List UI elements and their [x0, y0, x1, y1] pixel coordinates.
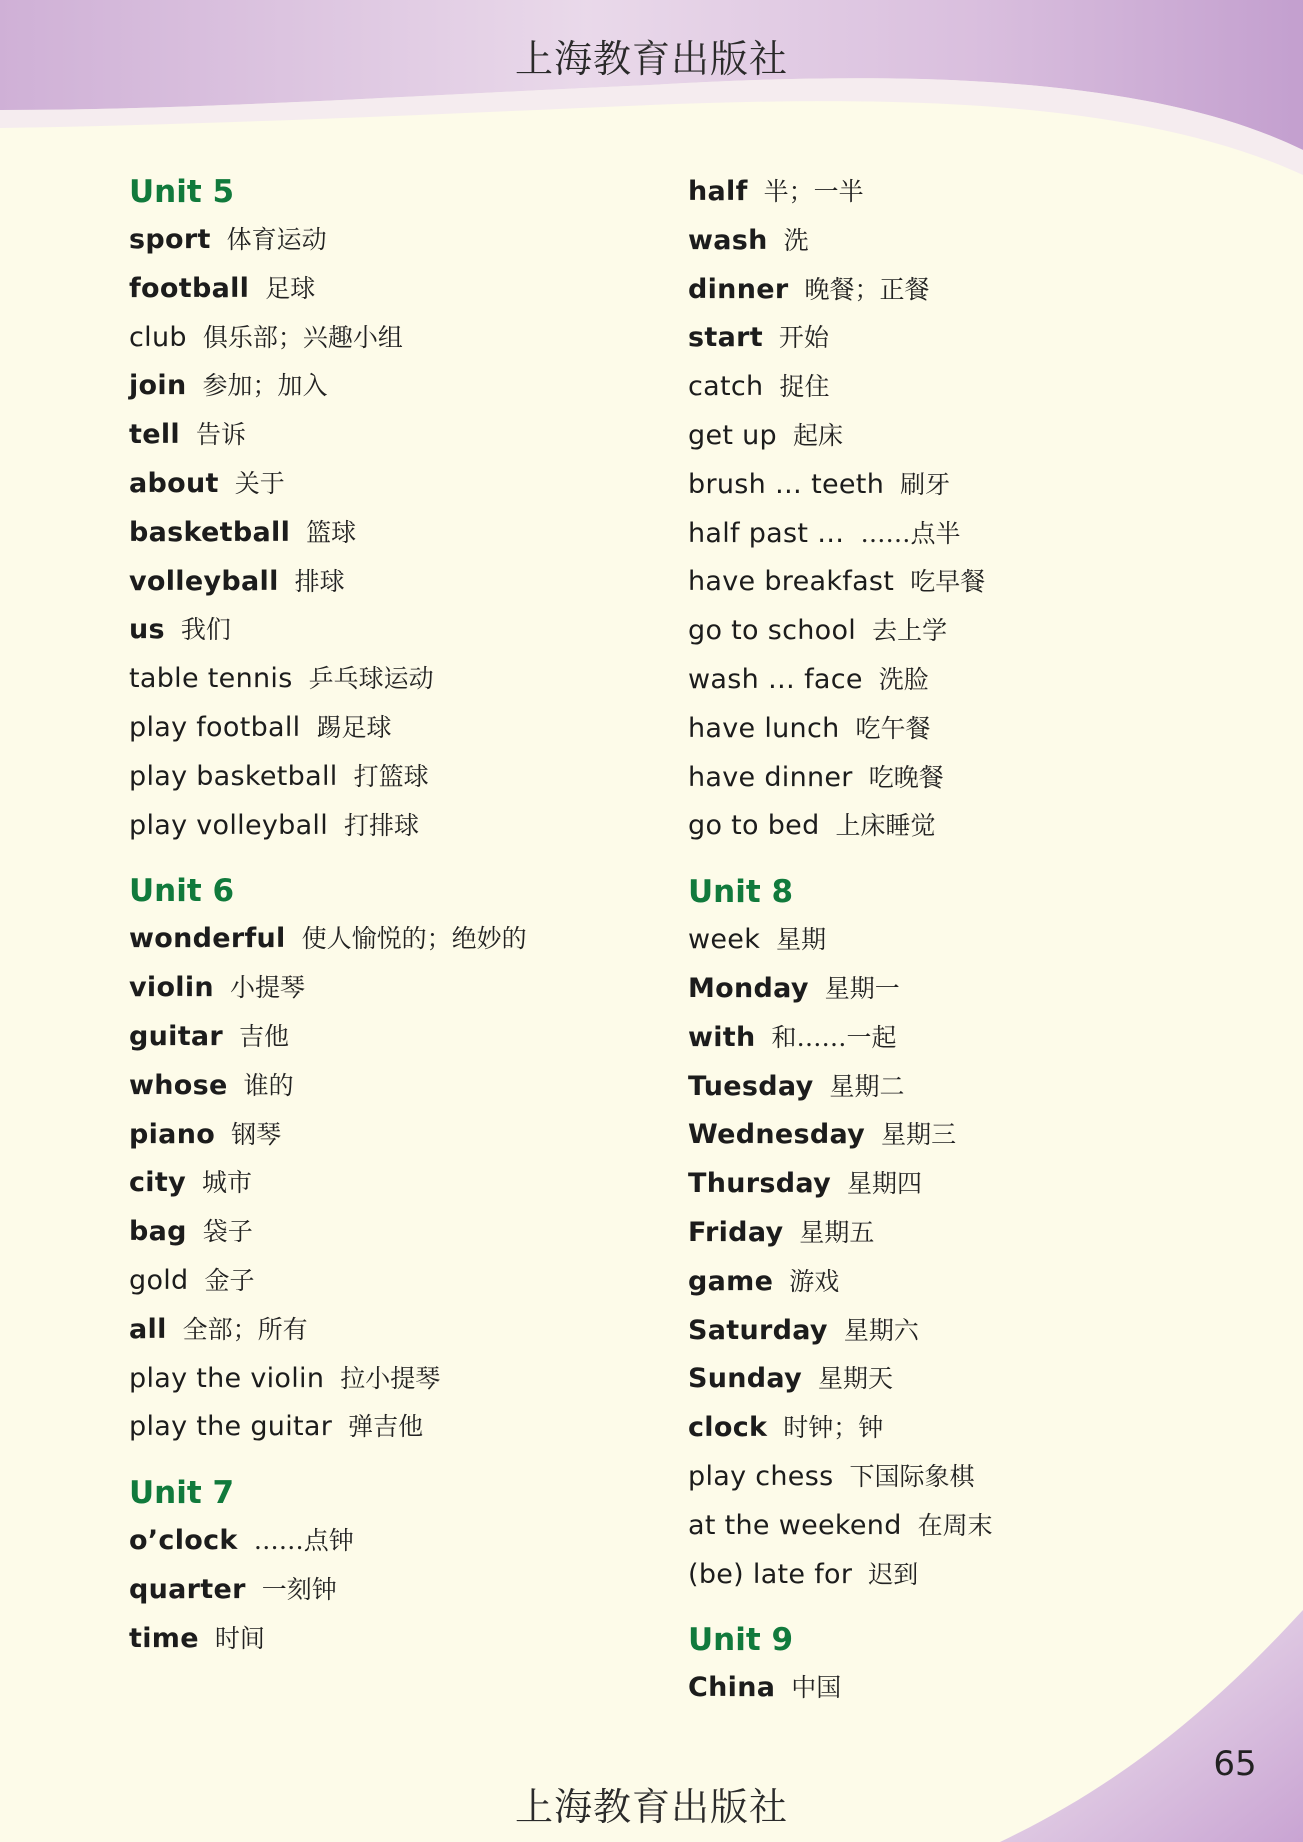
unit-heading: Unit 7: [129, 1475, 235, 1512]
vocabulary-entry: [129, 915, 669, 964]
vocabulary-entry: [129, 1306, 669, 1355]
chinese-meaning: 下国际象棋: [849, 1461, 975, 1491]
chinese-meaning: 使人愉悦的；绝妙的: [301, 924, 527, 954]
vocabulary-entry: [688, 1355, 1248, 1404]
vocabulary-entry: [129, 1013, 669, 1062]
chinese-meaning: 拉小提琴: [340, 1363, 441, 1393]
unit-group: [688, 1616, 1248, 1713]
chinese-meaning: 踢足球: [316, 712, 392, 742]
chinese-meaning: 篮球: [306, 517, 357, 547]
chinese-meaning: 吃晚餐: [868, 762, 944, 792]
chinese-meaning: 星期四: [846, 1169, 922, 1199]
vocabulary-entry: [688, 1111, 1248, 1160]
vocabulary-entry: [129, 314, 669, 363]
english-word: bag: [129, 1216, 187, 1248]
unit-group: [129, 1469, 669, 1663]
chinese-meaning: 吉他: [239, 1021, 290, 1051]
unit-group: [129, 168, 669, 850]
english-word: Monday: [688, 972, 809, 1004]
vocabulary-entry: [129, 1257, 669, 1306]
vocabulary-entry: [129, 1159, 669, 1208]
english-word: basketball: [129, 516, 291, 548]
vocabulary-entry: [129, 509, 669, 558]
unit-heading: Unit 6: [129, 873, 235, 910]
english-word: week: [688, 924, 761, 956]
english-word: club: [129, 321, 187, 353]
chinese-meaning: ……点半: [860, 518, 961, 548]
chinese-meaning: 打篮球: [353, 761, 429, 791]
vocabulary-entry: [688, 656, 1248, 705]
english-word: time: [129, 1622, 199, 1654]
vocabulary-entry: [129, 1517, 669, 1566]
english-word: wash: [688, 224, 768, 256]
english-word: city: [129, 1167, 186, 1199]
vocabulary-entry: [688, 965, 1248, 1014]
chinese-meaning: 星期天: [818, 1364, 894, 1394]
english-word: table tennis: [129, 663, 293, 695]
vocabulary-entry: [129, 558, 669, 607]
vocabulary-entry: [688, 1404, 1248, 1453]
vocabulary-entry: [688, 168, 1248, 217]
english-word: football: [129, 272, 250, 304]
unit-heading: Unit 5: [129, 174, 235, 210]
vocabulary-entry: [688, 916, 1248, 965]
vocabulary-entry: [129, 411, 669, 460]
english-word: piano: [129, 1118, 216, 1150]
vocabulary-entry: [129, 1062, 669, 1111]
chinese-meaning: 星期三: [881, 1120, 957, 1150]
english-word: go to school: [688, 615, 857, 647]
english-word: play football: [129, 711, 301, 743]
chinese-meaning: ……点钟: [253, 1526, 354, 1556]
chinese-meaning: 中国: [791, 1673, 842, 1703]
chinese-meaning: 排球: [294, 566, 345, 596]
english-word: half past …: [688, 517, 845, 549]
vocabulary-entry: [129, 1355, 669, 1404]
english-word: o’clock: [129, 1525, 238, 1557]
english-word: clock: [688, 1412, 768, 1444]
chinese-meaning: 谁的: [243, 1070, 294, 1100]
vocabulary-entry: [688, 1209, 1248, 1258]
vocabulary-entry: [129, 1403, 669, 1452]
vocabulary-entry: [688, 363, 1248, 412]
english-word: play basketball: [129, 760, 338, 792]
vocabulary-entry: [129, 606, 669, 655]
vocabulary-entry: [688, 705, 1248, 754]
english-word: gold: [129, 1264, 189, 1296]
chinese-meaning: 星期六: [843, 1315, 919, 1345]
chinese-meaning: 弹吉他: [348, 1412, 424, 1442]
english-word: half: [688, 176, 748, 207]
chinese-meaning: 一刻钟: [261, 1574, 337, 1604]
vocabulary-entry: [688, 217, 1248, 266]
english-word: go to bed: [688, 810, 820, 842]
chinese-meaning: 小提琴: [229, 973, 305, 1003]
publisher-header: 上海教育出版社: [514, 37, 788, 81]
chinese-meaning: 打排球: [344, 810, 420, 840]
chinese-meaning: 参加；加入: [202, 371, 328, 401]
english-word: Saturday: [688, 1314, 828, 1346]
english-word: Friday: [688, 1216, 784, 1248]
english-word: start: [688, 322, 763, 354]
chinese-meaning: 全部；所有: [182, 1314, 308, 1344]
english-word: whose: [129, 1069, 228, 1101]
english-word: sport: [129, 224, 211, 255]
chinese-meaning: 星期五: [799, 1217, 875, 1247]
english-word: play the guitar: [129, 1411, 333, 1443]
chinese-meaning: 去上学: [872, 616, 948, 646]
english-word: Thursday: [688, 1168, 831, 1200]
chinese-meaning: 告诉: [195, 420, 246, 450]
vocabulary-entry: [688, 607, 1248, 656]
chinese-meaning: 城市: [201, 1168, 252, 1198]
chinese-meaning: 在周末: [917, 1510, 993, 1540]
chinese-meaning: 刷牙: [900, 469, 951, 499]
vocabulary-entry: [688, 314, 1248, 363]
english-word: brush … teeth: [688, 468, 885, 500]
english-word: volleyball: [129, 565, 279, 597]
vocabulary-entry: [688, 558, 1248, 607]
chinese-meaning: 上床睡觉: [835, 811, 936, 841]
english-word: about: [129, 467, 219, 499]
vocabulary-entry: [129, 265, 669, 314]
english-word: quarter: [129, 1573, 246, 1605]
vocabulary-entry: [688, 1664, 1248, 1713]
vocabulary-entry: [688, 461, 1248, 510]
page-number: 65: [1213, 1744, 1257, 1784]
english-word: guitar: [129, 1020, 224, 1052]
english-word: all: [129, 1313, 167, 1345]
chinese-meaning: 吃午餐: [855, 713, 931, 743]
english-word: tell: [129, 419, 180, 451]
vocabulary-entry: [129, 704, 669, 753]
english-word: Sunday: [688, 1363, 803, 1395]
vocabulary-entry: [129, 460, 669, 509]
english-word: wash … face: [688, 663, 863, 695]
vocabulary-entry: [129, 1208, 669, 1257]
chinese-meaning: 体育运动: [226, 225, 327, 254]
vocabulary-entry: [688, 754, 1248, 803]
vocabulary-entry: [129, 362, 669, 411]
english-word: get up: [688, 419, 777, 451]
english-word: play chess: [688, 1460, 834, 1492]
vocabulary-column-left: [129, 168, 669, 1664]
chinese-meaning: 迟到: [868, 1559, 919, 1589]
chinese-meaning: 洗: [783, 225, 809, 255]
chinese-meaning: 晚餐；正餐: [804, 274, 930, 304]
english-word: China: [688, 1672, 776, 1704]
english-word: have breakfast: [688, 566, 895, 598]
chinese-meaning: 吃早餐: [910, 567, 986, 597]
english-word: play the violin: [129, 1362, 325, 1394]
vocabulary-entry: [129, 216, 669, 265]
unit-heading: Unit 9: [688, 1622, 794, 1659]
vocabulary-entry: [688, 1160, 1248, 1209]
vocabulary-entry: [688, 1551, 1248, 1600]
english-word: game: [688, 1265, 774, 1297]
vocabulary-entry: [129, 964, 669, 1013]
unit-group: [688, 168, 1248, 851]
chinese-meaning: 半；一半: [763, 177, 864, 206]
english-word: play volleyball: [129, 809, 329, 841]
chinese-meaning: 钢琴: [231, 1119, 282, 1149]
english-word: Wednesday: [688, 1119, 866, 1151]
english-word: have dinner: [688, 761, 853, 793]
chinese-meaning: 和……一起: [771, 1022, 897, 1052]
chinese-meaning: 星期二: [829, 1071, 905, 1101]
vocabulary-entry: [688, 1258, 1248, 1307]
chinese-meaning: 洗脸: [878, 664, 929, 694]
chinese-meaning: 时间: [214, 1623, 265, 1653]
vocabulary-entry: [129, 1111, 669, 1160]
english-word: violin: [129, 972, 214, 1004]
vocabulary-entry: [129, 655, 669, 704]
english-word: Tuesday: [688, 1070, 814, 1102]
vocabulary-entry: [688, 1502, 1248, 1551]
unit-group: [688, 868, 1248, 1599]
chinese-meaning: 足球: [265, 273, 316, 303]
unit-group: [129, 867, 669, 1452]
english-word: us: [129, 614, 165, 646]
english-word: at the weekend: [688, 1509, 902, 1541]
unit-heading: Unit 8: [688, 874, 794, 911]
vocabulary-entry: [688, 1014, 1248, 1063]
vocabulary-entry: [129, 1615, 669, 1664]
english-word: with: [688, 1021, 756, 1053]
publisher-footer: 上海教育出版社: [514, 1785, 788, 1829]
vocabulary-column-right: [688, 168, 1248, 1713]
vocabulary-entry: [688, 802, 1248, 851]
english-word: catch: [688, 371, 764, 403]
chinese-meaning: 捉住: [779, 372, 830, 402]
chinese-meaning: 开始: [778, 323, 829, 353]
chinese-meaning: 乒乓球运动: [308, 664, 434, 694]
vocabulary-entry: [129, 753, 669, 802]
vocabulary-entry: [688, 1453, 1248, 1502]
vocabulary-entry: [688, 1063, 1248, 1112]
chinese-meaning: 袋子: [202, 1217, 253, 1247]
vocabulary-entry: [129, 1566, 669, 1615]
english-word: wonderful: [129, 923, 286, 955]
english-word: join: [129, 370, 187, 402]
chinese-meaning: 金子: [204, 1265, 255, 1295]
chinese-meaning: 起床: [792, 420, 843, 450]
chinese-meaning: 游戏: [789, 1266, 840, 1296]
vocabulary-entry: [688, 1307, 1248, 1356]
chinese-meaning: 关于: [234, 468, 285, 498]
english-word: (be) late for: [688, 1558, 853, 1590]
chinese-meaning: 我们: [180, 615, 231, 645]
english-word: have lunch: [688, 712, 840, 744]
chinese-meaning: 俱乐部；兴趣小组: [202, 322, 403, 352]
chinese-meaning: 星期一: [824, 973, 900, 1003]
chinese-meaning: 星期: [776, 925, 827, 955]
chinese-meaning: 时钟；钟: [783, 1413, 884, 1443]
vocabulary-entry: [129, 802, 669, 851]
vocabulary-entry: [688, 412, 1248, 461]
vocabulary-entry: [688, 266, 1248, 315]
english-word: dinner: [688, 273, 789, 305]
vocabulary-entry: [688, 510, 1248, 559]
